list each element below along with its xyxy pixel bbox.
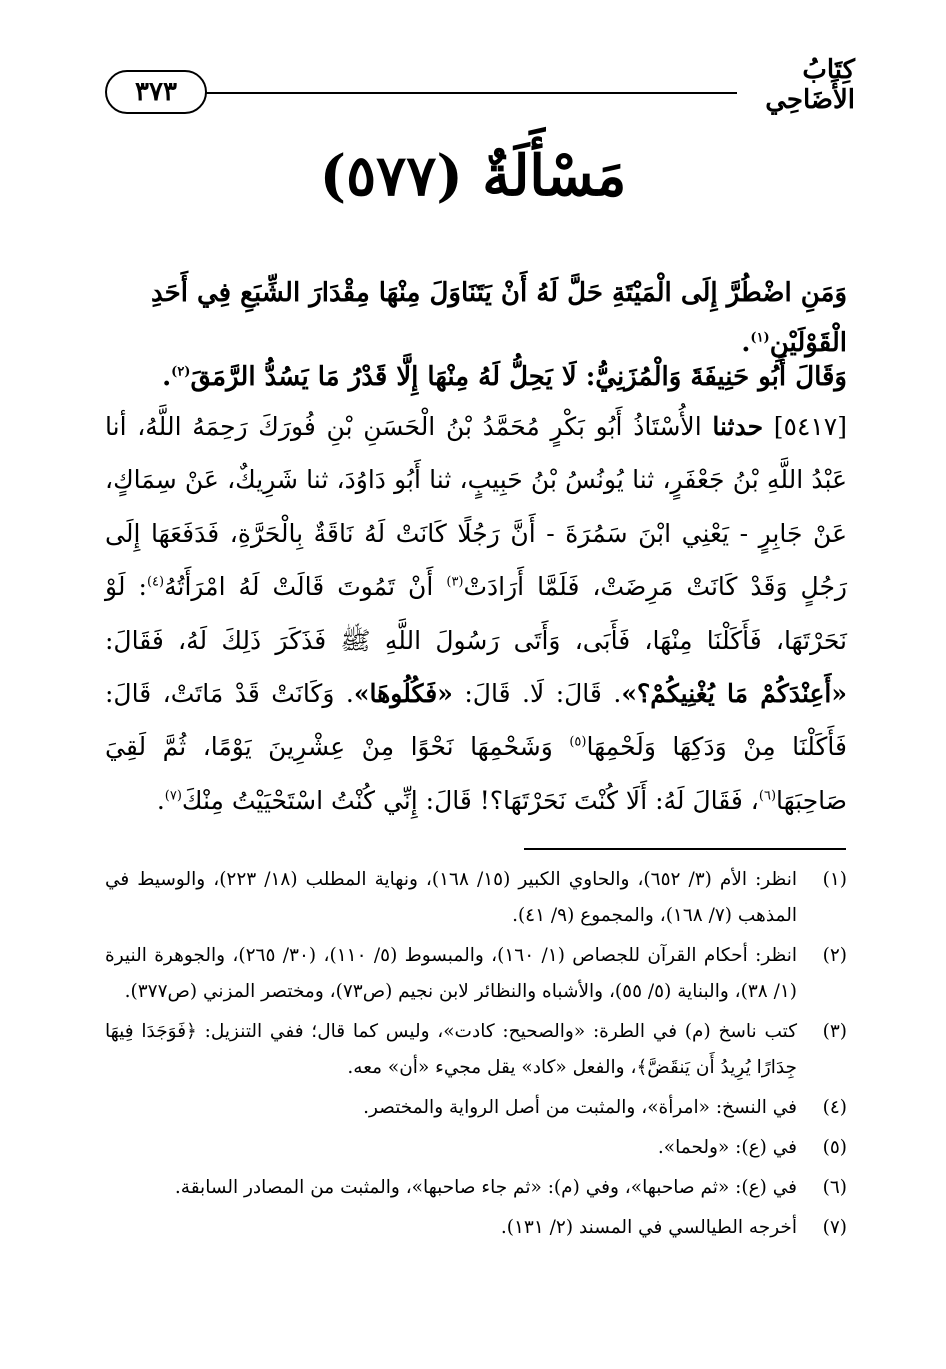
hadith-opening: حدثنا [712, 412, 764, 441]
footnote-7 [105, 1210, 847, 1246]
narration-text: ، فَقَالَ لَهُ: أَلَا كُنْتَ نَحَرْتَهَا؟! قَالَ: إِنِّي كُنْتُ اسْتَحْيَيْتُ مِنْكَ [181, 785, 759, 815]
footnotes [105, 862, 847, 1250]
narration-text: . قَالَ: لَا. قَالَ: [464, 679, 622, 709]
narration-text: . [156, 785, 165, 815]
footnote-ref: (٧) [164, 788, 182, 804]
opinion-text: وَقَالَ أَبُو حَنِيفَةَ وَالْمُزَنِيُّ: لَا يَحِلُّ لَهُ مِنْهَا إِلَّا قَدْرُ مَا يَسُدُّ الرَّمَقَ [190, 362, 847, 392]
prophet-quote: «فَكُلُوهَا» [353, 679, 453, 709]
prophet-quote: «أَعِنْدَكُمْ مَا يُغْنِيكُمْ؟» [621, 679, 847, 709]
footnote-number: (٢) [822, 945, 847, 966]
footnote-text: انظر: الأم (٣/ ٦٥٢)، والحاوي الكبير (١٥/ ١٦٨)، ونهاية المطلب (١٨/ ٢٢٣)، والوسيط في المذهب (٧/ ١٦٨)، والمجموع (٩/ ٤١). [105, 869, 797, 926]
narration-text: وَشَحْمِهَا نَحْوًا مِنْ عِشْرِينَ يَوْمًا، ثُمَّ لَقِيَ صَاحِبَهَا [105, 732, 847, 815]
footnote-separator [524, 848, 846, 850]
footnote-text: في (ع): «ولحما». [657, 1137, 797, 1158]
footnote-4 [105, 1090, 847, 1126]
footnote-1 [105, 862, 847, 934]
narration-text: : لَوْ نَحَرْتَهَا، فَأَكَلْنَا مِنْهَا، فَأَبَى، وَأَتَى رَسُولَ اللَّهِ ﷺ فَذَكَرَ ذَلِكَ لَهُ، فَقَالَ: [105, 572, 847, 655]
footnote-text: في (ع): «ثم صاحبها»، وفي (م): «ثم جاء صاحبها»، والمثبت من المصادر السابقة. [174, 1177, 797, 1198]
footnote-text: انظر: أحكام القرآن للجصاص (١/ ١٦٠)، والمبسوط (٥/ ١١٠)، (٣٠/ ٢٦٥)، والجوهرة النيرة (١/ ٣٨)، والبناية (٥/ ٥٥)، والأشباه والنظائر لابن نجيم (ص٧٣)، ومختصر المزني (ص٣٧٧). [105, 945, 797, 1002]
footnote-text: كتب ناسخ (م) في الطرة: «والصحيح: كادت»، وليس كما قال؛ ففي التنزيل: ﴿فَوَجَدَا فِيهَا جِدَارًا يُرِيدُ أَن يَنقَضَّ﴾، والفعل «كاد» يقل مجيء «أن» معه. [105, 1021, 797, 1078]
footnote-ref: (٦) [758, 788, 777, 804]
issue-title: مَسْأَلَةٌ (٥٧٧) [319, 143, 627, 209]
footnote-number: (٣) [822, 1021, 847, 1042]
footnote-number: (٧) [822, 1217, 847, 1238]
footnote-number: (٤) [822, 1097, 847, 1118]
page-header [105, 55, 855, 115]
footnote-text: أخرجه الطيالسي في المسند (٢/ ١٣١). [500, 1217, 797, 1238]
opinion-paragraph: وَقَالَ أَبُو حَنِيفَةَ وَالْمُزَنِيُّ: لَا يَحِلُّ لَهُ مِنْهَا إِلَّا قَدْرُ مَا يَسُدُّ الرَّمَقَ$^{(٢)}$. [162, 362, 847, 392]
ruling-paragraph: وَمَنِ اضْطُرَّ إِلَى الْمَيْتَةِ حَلَّ لَهُ أَنْ يَتَنَاوَلَ مِنْهَا مِقْدَارَ الشِّبَعِ فِي أَحَدِ الْقَوْلَيْنِ$^{(١)}$. [151, 278, 847, 358]
hadith-number: [٥٤١٧] [773, 412, 847, 441]
footnote-ref: (٥) [569, 735, 587, 751]
footnote-number: (١) [822, 869, 847, 890]
footnote-3 [105, 1014, 847, 1086]
footnote-2 [105, 938, 847, 1010]
footnote-number: (٦) [822, 1177, 847, 1198]
footnote-ref: (٣) [446, 574, 464, 590]
book-title: كِتَابُ الأَضَاحِي [765, 55, 855, 115]
page-number: ٣٧٣ [105, 70, 207, 114]
footnote-ref: (١) [750, 330, 770, 346]
hadith-narration [105, 400, 847, 827]
ruling-text: وَمَنِ اضْطُرَّ إِلَى الْمَيْتَةِ حَلَّ لَهُ أَنْ يَتَنَاوَلَ مِنْهَا مِقْدَارَ الشِّبَعِ فِي أَحَدِ الْقَوْلَيْنِ [151, 278, 847, 358]
footnote-number: (٥) [822, 1137, 847, 1158]
header-rule [205, 92, 737, 94]
footnote-5 [105, 1130, 847, 1166]
narration-text: أَنْ تَمُوتَ قَالَتْ لَهُ امْرَأَتُهُ [164, 572, 434, 602]
footnote-ref: (٤) [146, 574, 165, 590]
narration-text: . وَكَانَتْ قَدْ مَاتَتْ، قَالَ: فَأَكَلْنَا مِنْ وَدَكِهَا وَلَحْمِهَا [105, 679, 848, 762]
footnote-6 [105, 1170, 847, 1206]
footnote-text: في النسخ: «امرأة»، والمثبت من أصل الرواية والمختصر. [363, 1097, 797, 1118]
narration-text: الأُسْتَاذُ أَبُو بَكْرٍ مُحَمَّدُ بْنُ الْحَسَنِ بْنِ فُورَكَ رَحِمَهُ اللَّهُ، أنا عَبْدُ اللَّهِ بْنُ جَعْفَرٍ، ثنا يُونُسُ بْنُ حَبِيبٍ، ثنا أَبُو دَاوُدَ، ثنا شَرِيكٌ، عَنْ سِمَاكٍ، عَنْ جَابِرٍ - يَعْنِي ابْنَ سَمُرَةَ - أَنَّ رَجُلًا كَانَتْ لَهُ نَاقَةٌ بِالْحَرَّةِ، فَدَفَعَهَا إِلَى رَجُلٍ وَقَدْ كَانَتْ مَرِضَتْ، فَلَمَّا أَرَادَتْ [105, 412, 847, 602]
footnote-ref: (٢) [171, 364, 191, 380]
